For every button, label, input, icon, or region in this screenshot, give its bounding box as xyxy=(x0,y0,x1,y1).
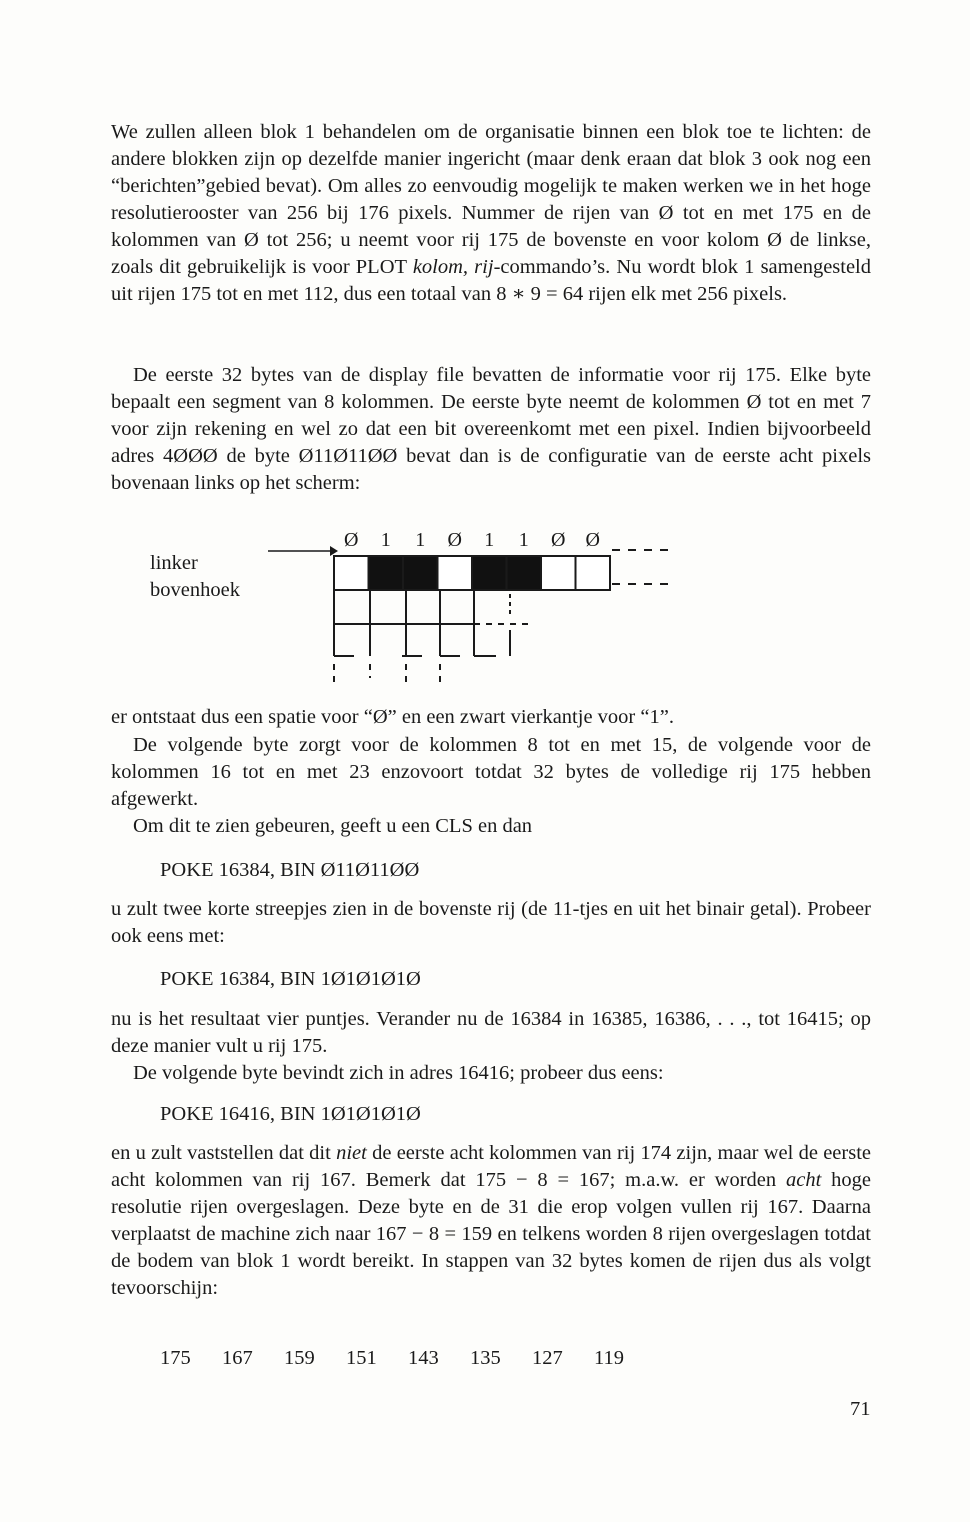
paragraph-9-a: en u zult vaststellen dat dit xyxy=(111,1142,337,1164)
code-line-2: POKE 16384, BIN 1Ø1Ø1Ø1Ø xyxy=(160,968,421,990)
row-value: 151 xyxy=(346,1347,377,1369)
pixel-cell-on xyxy=(472,556,507,590)
row-value: 159 xyxy=(284,1347,315,1369)
pixel-cell-off xyxy=(541,556,576,590)
paragraph-9 xyxy=(111,1140,871,1302)
paragraph-4: De volgende byte zorgt voor de kolommen 8 tot en met 15, de volgende voor de kolommen 16 tot en met 23 enzovoort totdat 32 bytes de volledige rij 175 hebben afgewerkt. xyxy=(111,734,871,810)
arrow-head xyxy=(330,546,338,556)
code-line-1: POKE 16384, BIN Ø11Ø11ØØ xyxy=(160,859,420,881)
pixel-cell-off xyxy=(438,556,473,590)
bit-label: 1 xyxy=(380,529,391,551)
row-value: 135 xyxy=(470,1347,501,1369)
code-line-3: POKE 16416, BIN 1Ø1Ø1Ø1Ø xyxy=(160,1103,421,1125)
paragraph-6: u zult twee korte streepjes zien in de bovenste rij (de 11-tjes en uit het binair getal). Probeer ook eens met: xyxy=(111,898,871,947)
row-value: 167 xyxy=(222,1347,253,1369)
row-value: 143 xyxy=(408,1347,439,1369)
paragraph-8: De volgende byte bevindt zich in adres 16416; probeer dus eens: xyxy=(133,1062,664,1084)
pixel-cell-off xyxy=(576,556,611,590)
paragraph-3: er ontstaat dus een spatie voor “Ø” en een zwart vierkantje voor “1”. xyxy=(111,706,674,728)
top-row-cells xyxy=(334,556,610,590)
pixel-cell-off xyxy=(334,556,369,590)
pixel-cell-on xyxy=(369,556,404,590)
lower-grid xyxy=(334,590,532,686)
paragraph-7: nu is het resultaat vier puntjes. Verander nu de 16384 in 16385, 16386, . . ., tot 16415; op deze manier vult u rij 175. xyxy=(111,1008,871,1057)
paragraph-1-end: -commando’s. Nu wordt blok 1 samengesteld uit rijen 175 tot en met 112, dus een totaal van 8 ∗ 9 = 64 rijen elk met 256 pixels. xyxy=(111,256,872,305)
row-value: 119 xyxy=(594,1347,624,1369)
paragraph-9-b: de eerste acht kolommen van rij 174 zijn, maar wel de eerste acht kolommen van rij 167. Bemerk dat 175 − 8 = 167; m.a.w. er worden xyxy=(111,1142,872,1191)
bit-label: Ø xyxy=(585,529,600,551)
bit-label: 1 xyxy=(518,529,529,551)
figure-label-line2: bovenhoek xyxy=(150,579,240,601)
pixel-cell-on xyxy=(403,556,438,590)
pixel-grid-figure xyxy=(260,520,680,700)
bit-label: 1 xyxy=(484,529,495,551)
paragraph-1-italic: kolom, rij xyxy=(412,256,494,278)
pixel-cell-on xyxy=(507,556,542,590)
paragraph-5: Om dit te zien gebeuren, geeft u een CLS en dan xyxy=(133,815,533,837)
paragraph-1-text: We zullen alleen blok 1 behandelen om de organisatie binnen een blok toe te lichten: de andere blokken zijn op dezelfde manier ingericht (maar denk eraan dat blok 3 ook nog een “berichten”gebied bevat). Om alles zo eenvoudig mogelijk te maken werken we in het hoge resolutierooster van 256 bij 176 pixels. Nummer de rijen van Ø tot en met 175 en de kolommen van Ø tot 256; u neemt voor rij 175 de bovenste en voor kolom Ø de linkse, zoals dit gebruikelijk is voor PLOT xyxy=(111,121,871,278)
bit-label: 1 xyxy=(415,529,426,551)
bit-label: Ø xyxy=(344,529,359,551)
bit-labels xyxy=(344,529,600,551)
row-value: 127 xyxy=(532,1347,563,1369)
bit-label: Ø xyxy=(447,529,462,551)
bit-label: Ø xyxy=(551,529,566,551)
paragraph-1 xyxy=(111,119,871,308)
paragraph-9-italic-2: acht xyxy=(786,1169,822,1191)
paragraph-9-italic-1: niet xyxy=(336,1142,367,1164)
rows-sequence xyxy=(160,1345,656,1372)
row-value: 175 xyxy=(160,1347,191,1369)
figure-label-line1: linker xyxy=(150,552,198,574)
paragraph-2: De eerste 32 bytes van de display file bevatten de informatie voor rij 175. Elke byte bepaalt een segment van 8 kolommen. De eerste byte neemt de kolommen Ø tot en met 7 voor zijn rekening en wel zo dat een bit overeenkomt met een pixel. Indien bijvoorbeeld adres 4ØØØ de byte Ø11Ø11ØØ bevat dan is de configuratie van de eerste acht pixels bovenaan links op het scherm: xyxy=(111,364,871,494)
paragraph-9-c: hoge resolutie rijen overgeslagen. Deze byte en de 31 die erop volgen vullen rij 167. Daarna verplaatst de machine zich naar 167 − 8 = 159 en telkens worden 8 rijen overgeslagen totdat de bodem van blok 1 wordt bereikt. In stappen van 32 bytes komen de rijen dus als volgt tevoorschijn: xyxy=(111,1169,871,1299)
page-number: 71 xyxy=(850,1398,871,1420)
